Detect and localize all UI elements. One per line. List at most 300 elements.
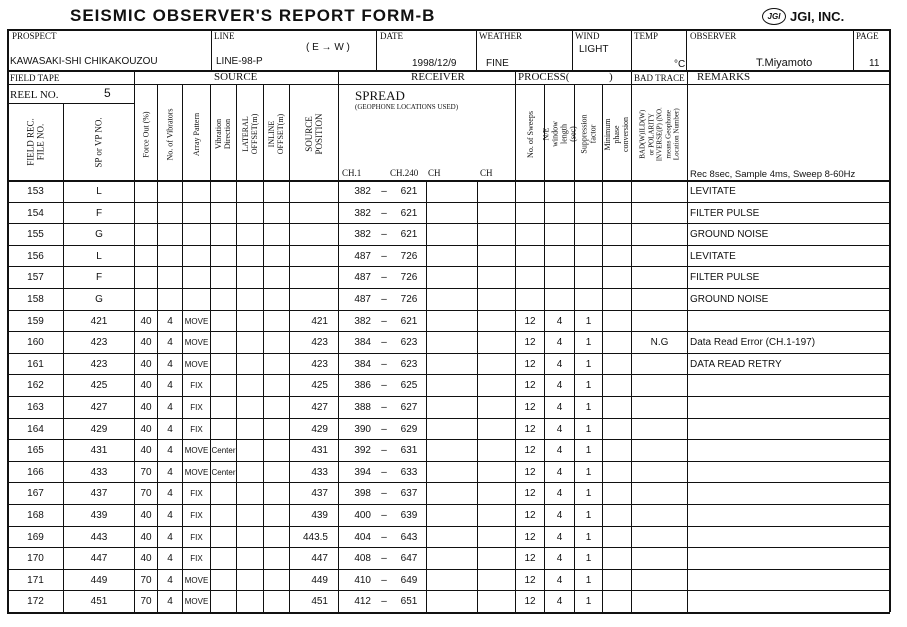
ch-label-a: CH — [428, 168, 441, 178]
cell-dir — [211, 289, 236, 310]
cell-ne — [545, 203, 574, 224]
rule-vertical — [631, 29, 632, 70]
cell-array: FIX — [190, 381, 203, 391]
cell-ch240: 726 — [400, 250, 418, 262]
cell-ch1: 487 — [354, 250, 371, 262]
cell-file: 153 — [27, 186, 44, 197]
cell-file: 154 — [27, 207, 44, 219]
cell-force: 40 — [140, 402, 152, 413]
cell-sweeps: 12 — [524, 531, 536, 543]
cell-ch1: 487 — [354, 294, 371, 305]
cell-sp: 421 — [90, 315, 108, 327]
cell-ne: 4 — [556, 553, 563, 565]
cell-dir — [211, 419, 236, 440]
cell-ne — [545, 267, 574, 288]
cell-supp — [575, 203, 602, 224]
cell-supp: 1 — [585, 531, 592, 543]
cell-array — [183, 203, 210, 224]
cell-ch240: 649 — [400, 574, 418, 586]
cell-sp: 425 — [90, 380, 108, 392]
cell-supp: 1 — [585, 466, 592, 478]
cell-dash: – — [381, 380, 387, 392]
cell-dash: – — [381, 207, 387, 219]
cell-dir — [211, 591, 236, 612]
cell-ne: 4 — [556, 445, 563, 457]
cell-ch1: 386 — [354, 380, 371, 392]
cell-supp — [575, 181, 602, 202]
date-value: 1998/12/9 — [412, 58, 457, 69]
cell-force: 70 — [140, 596, 152, 608]
cell-bad — [632, 289, 687, 310]
cell-remark — [690, 440, 888, 461]
cell-supp: 1 — [585, 445, 592, 457]
spread-sub-label: (GEOPHONE LOCATIONS USED) — [355, 103, 459, 111]
bad-trace-section-label: BAD TRACE — [634, 73, 685, 83]
col-header-sp-no: SP or VP NO. — [93, 116, 104, 168]
cell-bad — [632, 570, 687, 591]
cell-vibs: 4 — [167, 423, 173, 435]
cell-sp: 439 — [90, 510, 108, 521]
cell-force: 40 — [140, 315, 152, 327]
line-direction: ( E → W ) — [306, 42, 350, 53]
cell-vibs: 4 — [167, 510, 173, 521]
cell-dash: – — [381, 315, 387, 327]
cell-ch1: 384 — [354, 337, 371, 349]
cell-vibs: 4 — [167, 337, 173, 349]
cell-ch240: 726 — [400, 294, 418, 305]
cell-dash: – — [381, 337, 387, 349]
cell-dash: – — [381, 358, 387, 370]
cell-force: 40 — [140, 358, 152, 370]
cell-vibs: 4 — [167, 574, 173, 586]
cell-file: 155 — [27, 229, 44, 241]
cell-vibs: 4 — [167, 553, 173, 565]
cell-dash: – — [381, 186, 387, 197]
wind-label: WIND — [575, 31, 600, 41]
cell-ch240: 621 — [400, 315, 418, 327]
cell-bad — [632, 505, 687, 526]
cell-bad — [632, 311, 687, 332]
cell-ch1: 404 — [354, 531, 371, 543]
rule-vertical — [889, 29, 891, 612]
cell-ch1: 388 — [354, 402, 371, 413]
cell-sp: 451 — [90, 596, 108, 608]
cell-bad — [632, 462, 687, 483]
cell-vibs — [158, 224, 182, 245]
cell-file: 164 — [27, 423, 44, 435]
cell-dir — [211, 203, 236, 224]
cell-bad — [632, 548, 687, 569]
cell-bad — [632, 246, 687, 267]
cell-ch1: 382 — [354, 207, 371, 219]
cell-ch1: 410 — [354, 574, 371, 586]
cell-array: MOVE — [184, 316, 209, 326]
cell-force — [135, 246, 157, 267]
cell-sweeps — [516, 267, 544, 288]
cell-array: MOVE — [184, 467, 209, 477]
col-header-vibration-direction: Vibration Direction — [214, 118, 233, 150]
cell-dash: – — [381, 596, 387, 608]
cell-supp: 1 — [585, 574, 592, 586]
remarks-note: Rec 8sec, Sample 4ms, Sweep 8-60Hz — [690, 169, 856, 180]
cell-sp: F — [95, 207, 103, 219]
receiver-section-label: RECEIVER — [411, 71, 465, 83]
cell-ch1: 382 — [354, 229, 371, 241]
cell-dir — [211, 246, 236, 267]
cell-bad — [632, 181, 687, 202]
cell-dir: Center — [211, 467, 236, 477]
cell-dir — [211, 375, 236, 396]
cell-force: 40 — [140, 531, 152, 543]
cell-pos — [290, 246, 338, 267]
cell-pos: 443.5 — [302, 531, 328, 543]
col-header-bad-trace: BAD(W)ILD(W) or POLARITY INVERSE(P) (NO. means Geophone Location Number) — [638, 106, 681, 162]
cell-force: 70 — [140, 466, 152, 478]
cell-force: 40 — [140, 423, 152, 435]
cell-ch1: 382 — [354, 315, 371, 327]
cell-bad — [632, 267, 687, 288]
cell-dir — [211, 527, 236, 548]
cell-ch240: 621 — [400, 229, 418, 241]
cell-pos: 427 — [311, 402, 328, 413]
cell-force: 40 — [140, 380, 152, 392]
cell-remark: GROUND NOISE — [690, 229, 769, 241]
cell-vibs — [158, 289, 182, 310]
cell-pos: 425 — [311, 380, 328, 392]
cell-ne: 4 — [556, 510, 563, 521]
cell-vibs — [158, 267, 182, 288]
source-section-label: SOURCE — [214, 71, 258, 83]
weather-value: FINE — [486, 58, 509, 69]
cell-dir — [211, 224, 236, 245]
cell-ch240: 643 — [400, 531, 418, 543]
ch-label-b: CH — [480, 168, 493, 178]
cell-ch1: 382 — [354, 186, 371, 197]
cell-ch240: 726 — [400, 272, 418, 284]
cell-sweeps — [516, 289, 544, 310]
cell-file: 171 — [27, 574, 44, 586]
cell-pos: 423 — [311, 337, 328, 349]
col-header-inline-offset: INLINE OFFSET(m) — [267, 113, 286, 155]
cell-dash: – — [381, 488, 387, 500]
cell-vibs: 4 — [167, 380, 173, 392]
cell-bad — [632, 224, 687, 245]
cell-ne: 4 — [556, 531, 563, 543]
cell-remark: FILTER PULSE — [690, 207, 760, 219]
cell-remark — [690, 548, 888, 569]
cell-force — [135, 181, 157, 202]
cell-bad — [632, 440, 687, 461]
cell-ch1: 487 — [354, 272, 371, 284]
cell-vibs: 4 — [167, 488, 173, 500]
rule-vertical — [853, 29, 854, 70]
cell-bad — [632, 483, 687, 504]
reel-value: 5 — [104, 86, 111, 100]
cell-sweeps: 12 — [524, 596, 536, 608]
cell-array — [183, 289, 210, 310]
col-header-num-vibrators: No. of Vibrators — [165, 107, 175, 161]
cell-remark: LEVITATE — [690, 186, 736, 197]
cell-array: MOVE — [184, 359, 209, 369]
cell-dash: – — [381, 250, 387, 262]
cell-vibs — [158, 246, 182, 267]
line-value: LINE-98-P — [216, 56, 263, 67]
cell-file: 158 — [27, 294, 44, 305]
cell-file: 165 — [27, 445, 44, 457]
cell-remark — [690, 375, 888, 396]
cell-vibs: 4 — [167, 358, 173, 370]
cell-force: 40 — [140, 445, 152, 457]
col-header-array-pattern: Array Pattern — [192, 112, 202, 156]
cell-ch240: 623 — [400, 337, 418, 349]
cell-sweeps: 12 — [524, 315, 536, 327]
cell-sweeps: 12 — [524, 445, 536, 457]
cell-dash: – — [381, 531, 387, 543]
cell-sweeps: 12 — [524, 510, 536, 521]
cell-sweeps — [516, 224, 544, 245]
cell-supp: 1 — [585, 423, 592, 435]
cell-dash: – — [381, 445, 387, 457]
cell-pos: 439 — [311, 510, 328, 521]
cell-bad — [632, 375, 687, 396]
cell-ch1: 392 — [354, 445, 371, 457]
company-name — [762, 8, 844, 25]
cell-ch1: 398 — [354, 488, 371, 500]
ch1-label: CH.1 — [342, 168, 362, 178]
cell-array — [183, 267, 210, 288]
cell-sp: 449 — [90, 574, 108, 586]
cell-force: 40 — [140, 510, 152, 521]
cell-ne — [545, 289, 574, 310]
cell-bad — [632, 354, 687, 375]
cell-vibs — [158, 203, 182, 224]
cell-array: MOVE — [184, 575, 209, 585]
cell-force — [135, 267, 157, 288]
prospect-label: PROSPECT — [12, 31, 57, 41]
col-header-file-no: FIELD REC. FILE NO. — [25, 118, 46, 166]
cell-force: 70 — [140, 488, 152, 500]
cell-file: 168 — [27, 510, 44, 521]
cell-ch240: 627 — [400, 402, 418, 413]
cell-bad — [632, 397, 687, 418]
cell-sweeps — [516, 246, 544, 267]
cell-array: FIX — [190, 532, 203, 542]
cell-file: 160 — [27, 337, 44, 349]
cell-sp: 437 — [90, 488, 108, 500]
cell-ch1: 394 — [354, 466, 371, 478]
observer-label: OBSERVER — [690, 31, 737, 41]
cell-sweeps: 12 — [524, 402, 536, 413]
cell-sweeps: 12 — [524, 553, 536, 565]
cell-dash: – — [381, 229, 387, 241]
col-header-suppression: Suppression factor — [579, 114, 598, 154]
cell-array: FIX — [190, 511, 203, 520]
cell-remark — [690, 591, 888, 612]
cell-pos: 447 — [311, 553, 328, 565]
cell-dir — [211, 505, 236, 526]
cell-sp: F — [95, 272, 103, 284]
rule-vertical — [572, 29, 573, 70]
rule-vertical — [686, 29, 687, 70]
cell-supp — [575, 246, 602, 267]
company-label: JGI, INC. — [790, 9, 845, 24]
cell-file: 159 — [27, 315, 44, 327]
cell-ne: 4 — [556, 466, 563, 478]
cell-dir — [211, 332, 236, 353]
cell-supp: 1 — [585, 402, 592, 413]
company-logo: JGI — [762, 8, 786, 25]
cell-vibs: 4 — [167, 531, 173, 543]
cell-ne: 4 — [556, 402, 563, 413]
cell-array: MOVE — [184, 597, 209, 607]
cell-dash: – — [381, 510, 387, 521]
cell-dash: – — [381, 402, 387, 413]
cell-dir — [211, 397, 236, 418]
cell-array — [183, 181, 210, 202]
weather-label: WEATHER — [479, 31, 522, 41]
cell-bad: N.G — [650, 337, 669, 349]
cell-pos: 429 — [311, 423, 328, 435]
cell-bad — [632, 591, 687, 612]
cell-file: 162 — [27, 380, 44, 392]
cell-remark — [690, 505, 888, 526]
cell-sp: 443 — [90, 531, 108, 543]
cell-dir — [211, 181, 236, 202]
cell-dir — [211, 483, 236, 504]
cell-sp: 427 — [90, 402, 108, 413]
cell-ch240: 637 — [400, 488, 418, 500]
cell-ne — [545, 224, 574, 245]
cell-file: 170 — [27, 553, 44, 565]
cell-ne: 4 — [556, 596, 563, 608]
cell-ch240: 651 — [400, 596, 418, 608]
cell-vibs — [158, 181, 182, 202]
cell-supp: 1 — [585, 358, 592, 370]
cell-pos: 437 — [311, 488, 328, 500]
cell-supp: 1 — [585, 337, 592, 349]
cell-dir — [211, 311, 236, 332]
cell-supp: 1 — [585, 553, 592, 565]
cell-file: 156 — [27, 250, 44, 262]
cell-ch1: 412 — [354, 596, 371, 608]
cell-pos: 423 — [311, 358, 328, 370]
cell-remark: GROUND NOISE — [690, 294, 769, 305]
cell-force: 40 — [140, 553, 152, 565]
cell-array: FIX — [190, 424, 203, 434]
cell-ch240: 639 — [400, 510, 418, 521]
wind-value: LIGHT — [579, 44, 609, 55]
cell-remark — [690, 527, 888, 548]
page-label: PAGE — [856, 31, 879, 41]
spread-label: SPREAD — [355, 88, 405, 103]
cell-pos: 449 — [311, 574, 328, 586]
cell-sp: 429 — [90, 423, 108, 435]
line-label: LINE — [214, 31, 235, 41]
cell-ch1: 384 — [354, 358, 371, 370]
process-section-close: ) — [609, 71, 613, 83]
prospect-value: KAWASAKI-SHI CHIKAKOUZOU — [10, 56, 158, 67]
cell-remark — [690, 483, 888, 504]
reel-label: REEL NO. — [10, 89, 59, 101]
cell-remark — [690, 570, 888, 591]
cell-supp — [575, 267, 602, 288]
cell-sweeps: 12 — [524, 488, 536, 500]
cell-sp: L — [96, 186, 102, 197]
rule-vertical — [476, 29, 477, 70]
cell-file: 161 — [27, 358, 44, 370]
cell-supp: 1 — [585, 510, 592, 521]
cell-pos — [290, 181, 338, 202]
cell-vibs: 4 — [167, 315, 173, 327]
cell-array: FIX — [190, 403, 203, 412]
cell-dash: – — [381, 574, 387, 586]
cell-dir — [211, 354, 236, 375]
cell-ch1: 390 — [354, 423, 371, 435]
cell-sp: 447 — [90, 553, 108, 565]
cell-pos — [290, 267, 338, 288]
cell-array: FIX — [190, 489, 203, 499]
cell-bad — [632, 419, 687, 440]
cell-array: MOVE — [184, 338, 209, 348]
col-header-lateral-offset: LATERAL OFFSET(m) — [241, 113, 259, 155]
cell-ne: 4 — [556, 423, 563, 435]
cell-ne — [545, 246, 574, 267]
cell-remark — [690, 462, 888, 483]
temp-unit: °C — [674, 59, 686, 70]
cell-ch240: 631 — [400, 445, 418, 457]
cell-ch240: 621 — [400, 186, 418, 197]
cell-sp: 423 — [90, 337, 108, 349]
cell-dash: – — [381, 272, 387, 284]
cell-dir — [211, 570, 236, 591]
cell-supp: 1 — [585, 380, 592, 392]
cell-vibs: 4 — [167, 445, 173, 457]
cell-bad — [632, 527, 687, 548]
col-header-num-sweeps: No. of Sweeps — [525, 110, 535, 158]
temp-label: TEMP — [634, 31, 659, 41]
cell-ch240: 623 — [400, 358, 418, 370]
cell-ne: 4 — [556, 380, 563, 392]
cell-ch240: 621 — [400, 207, 418, 219]
cell-ne: 4 — [556, 358, 563, 370]
cell-force: 40 — [140, 337, 152, 349]
col-header-source-position: SOURCE POSITION — [304, 113, 324, 155]
cell-sp: G — [95, 229, 103, 241]
cell-dash: – — [381, 553, 387, 565]
cell-ch240: 625 — [400, 380, 418, 392]
cell-array — [183, 246, 210, 267]
cell-ne — [545, 181, 574, 202]
cell-force — [135, 289, 157, 310]
observer-value: T.Miyamoto — [756, 57, 813, 69]
cell-remark — [690, 311, 888, 332]
cell-vibs: 4 — [167, 596, 173, 608]
cell-sp: L — [96, 250, 102, 262]
cell-force — [135, 224, 157, 245]
cell-sweeps: 12 — [524, 358, 536, 370]
cell-supp: 1 — [585, 488, 592, 500]
cell-sweeps: 12 — [524, 380, 536, 392]
cell-ch1: 400 — [354, 510, 371, 521]
cell-pos: 451 — [311, 596, 328, 608]
cell-sp: 423 — [90, 358, 108, 370]
cell-dash: – — [381, 423, 387, 435]
cell-force — [135, 203, 157, 224]
form-title: SEISMIC OBSERVER'S REPORT FORM-B — [70, 6, 436, 25]
cell-supp — [575, 224, 602, 245]
cell-pos: 431 — [311, 445, 328, 457]
cell-pos: 421 — [311, 315, 328, 327]
